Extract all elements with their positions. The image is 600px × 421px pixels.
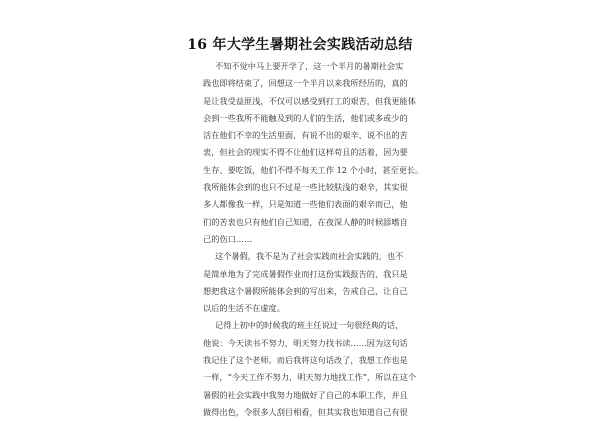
document-title: 16 年大学生暑期社会实践活动总结 xyxy=(187,37,413,53)
text-line: 这个暑假，我不是为了社会实践而社会实践的，也不 xyxy=(215,251,404,262)
text-line: 我所能体会到的也只不过是一些比较肤浅的艰辛，其实很 xyxy=(203,182,408,193)
text-line: 是让我受益匪浅，不仅可以感受到打工的艰苦，但我更能体 xyxy=(203,95,416,106)
text-line: 生存、要吃饭，他们不得不每天工作 12 个小时，甚至更长。 xyxy=(203,164,424,175)
text-line: 多人都像我一样，只是知道一些他们表面的艰辛而已，他 xyxy=(203,199,408,210)
paragraph-2 xyxy=(203,248,408,317)
document-body xyxy=(203,58,424,421)
text-line: 以后的生活不在虚度。 xyxy=(203,303,285,314)
text-line: 会到一些我所不能触及到的人们的生活，他们或多或少的 xyxy=(203,112,408,123)
paragraph-3 xyxy=(203,317,417,421)
text-line: 做得出色，令很多人刮目相看，但其实我也知道自己有很 xyxy=(203,406,408,417)
text-line: 们的苦衷也只有他们自己知道，在夜深人静的时候舔嗜自 xyxy=(203,216,408,227)
text-line: 活在他们不幸的生活里面，有说不出的艰辛、说不出的苦 xyxy=(203,130,408,141)
text-line: 践也即将结束了，回想这一个半月以来我所经历的，真的 xyxy=(203,78,408,89)
text-line: 他说：今天读书不努力，明天努力找书读……因为这句话 xyxy=(203,337,408,348)
text-line: 暑假的社会实践中我努力地做好了自己的本职工作，并且 xyxy=(203,389,408,400)
text-line: 衷，但社会的现实不得不让他们这样苟且的活着，因为要 xyxy=(203,147,408,158)
paragraph-1 xyxy=(203,58,424,248)
text-line: 己的伤口…… xyxy=(203,233,253,244)
text-line: 是简单地为了完成暑假作业而打这份实践报告的，我只是 xyxy=(203,268,408,279)
text-line: 我记住了这个老师。而后我将这句话改了，我想工作也是 xyxy=(203,355,408,366)
text-line: 不知不觉中马上要开学了，这一个半月的暑期社会实 xyxy=(215,61,404,71)
text-line: 一样，“今天工作不努力，明天努力地找工作”，所以在这个 xyxy=(203,372,417,383)
text-line: 记得上初中的时候我的班主任说过一句很经典的话， xyxy=(215,320,404,331)
text-line: 想把我这个暑假所能体会到的写出来，告戒自己，让自己 xyxy=(203,285,408,296)
